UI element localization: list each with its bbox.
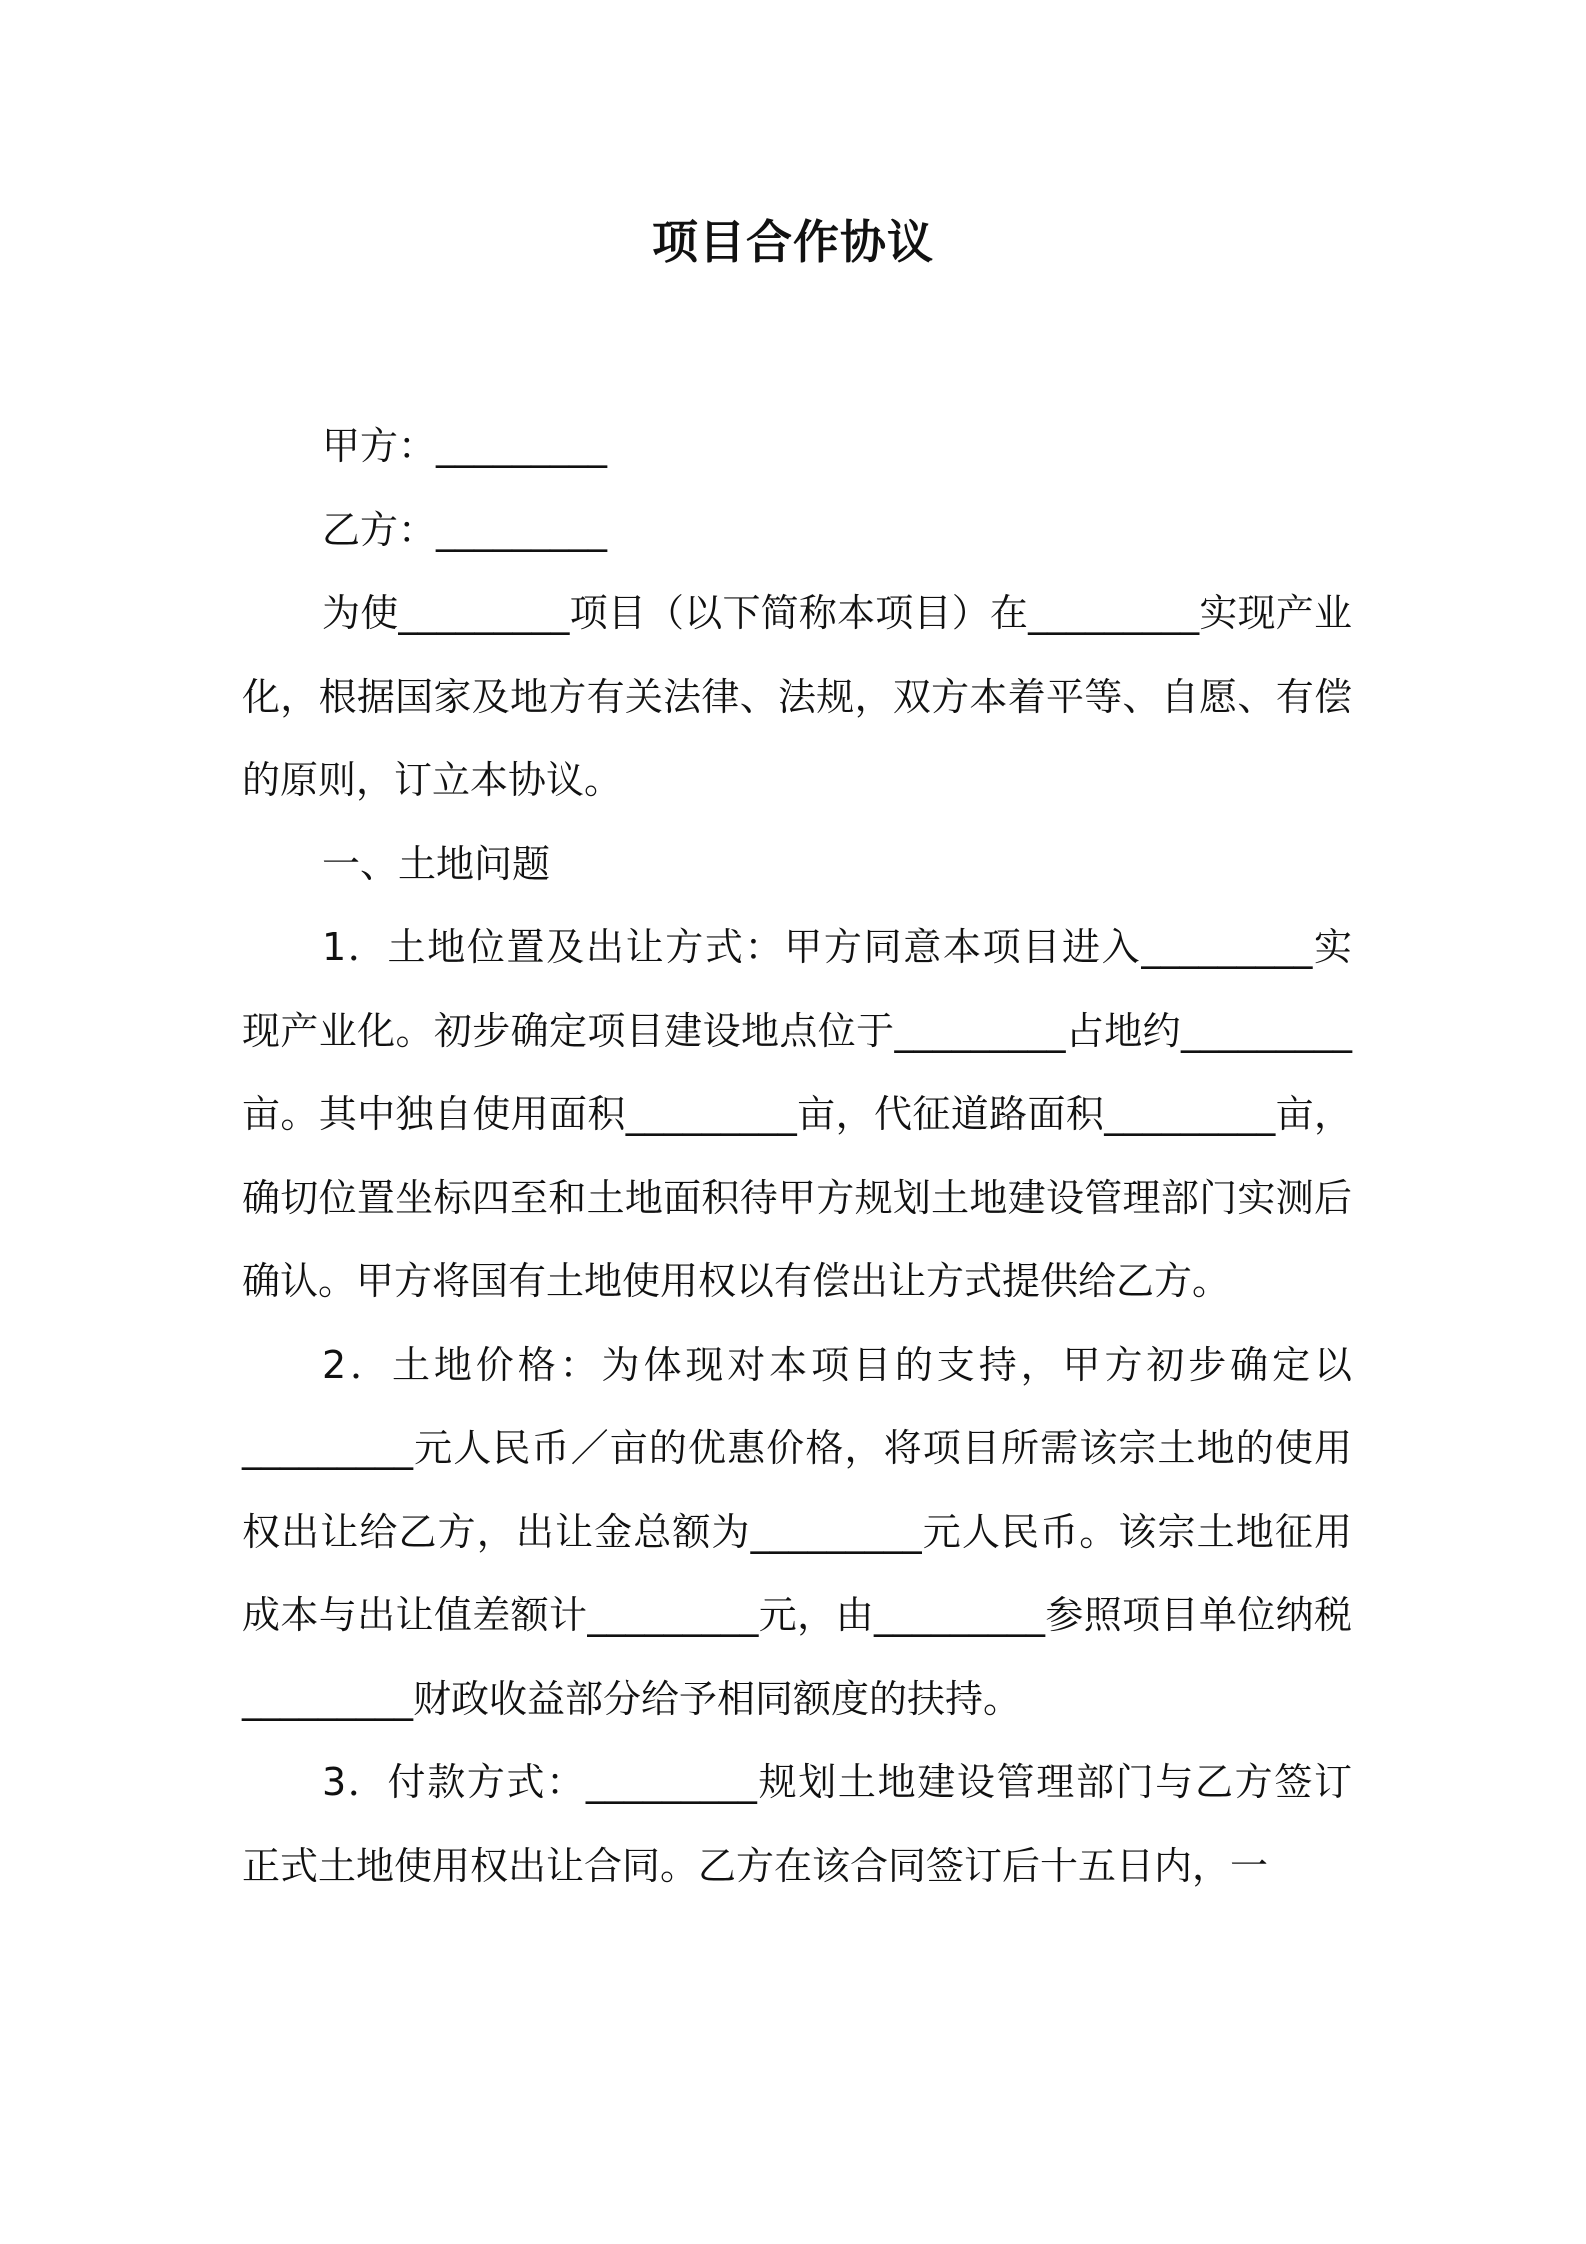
clause-paragraph: 3．付款方式：_________规划土地建设管理部门与乙方签订正式土地使用权出让合同。乙方在该合同签订后十五日内，一 <box>242 1760 1352 1888</box>
party-b-line: 乙方：_________ <box>322 507 608 552</box>
section-heading: 一、土地问题 <box>322 841 551 886</box>
document-body <box>242 405 1352 1908</box>
preamble-paragraph: 为使_________项目（以下简称本项目）在_________实现产业化，根据国家及地方有关法律、法规，双方本着平等、自愿、有偿的原则，订立本协议。 <box>242 591 1352 802</box>
clause-paragraph: 1．土地位置及出让方式：甲方同意本项目进入_________实现产业化。初步确定项目建设地点位于_________占地约_________亩。其中独自使用面积_________亩，代征道路面积_________亩，确切位置坐标四至和土地面积待甲方规划土地建设管理部门实测后确认。甲方将国有土地使用权以有偿出让方式提供给乙方。 <box>242 925 1352 1303</box>
clause-paragraph: 2．土地价格：为体现对本项目的支持，甲方初步确定以_________元人民币／亩的优惠价格，将项目所需该宗土地的使用权出让给乙方，出让金总额为_________元人民币。该宗土地征用成本与出让值差额计_________元，由_________参照项目单位纳税_________财政收益部分给予相同额度的扶持。 <box>242 1342 1352 1721</box>
party-a-line: 甲方：_________ <box>322 424 608 468</box>
document-title: 项目合作协议 <box>652 215 934 269</box>
